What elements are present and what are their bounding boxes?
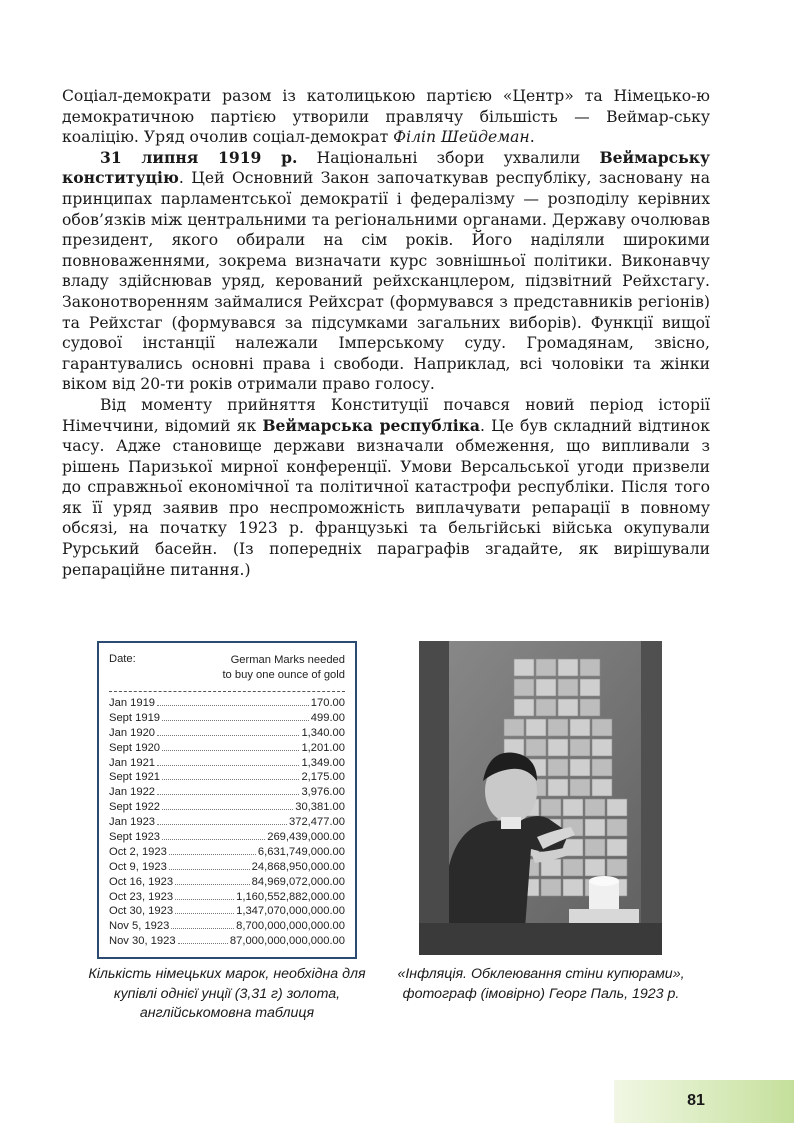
table-divider	[109, 691, 345, 692]
table-rows	[109, 696, 345, 949]
main-text	[62, 86, 710, 580]
banknote	[548, 779, 568, 796]
banknote	[548, 739, 568, 756]
banknote	[526, 719, 546, 736]
table-row	[109, 815, 345, 830]
header-marks-line-2: to buy one ounce of gold	[222, 669, 345, 681]
banknote	[585, 819, 605, 836]
paragraph-3-text-b: . Це був складний відтинок часу. Адже становище держави визначали обмеження, що випливали з рішень Паризької мирної конференції. Умови Версальської угоди призвели до справжньої економічної та політичної катастрофи республіки. Після того як її уряд заявив про неспроможність виплачувати репарації в повному обсязі, на початку 1923 р. французькі та бельгійські війська окупували Рурський басейн. (Із попередніх параграфів згадайте, як вирішували репараційне питання.)	[62, 416, 710, 579]
banknote	[541, 879, 561, 896]
row-leader-dots	[175, 884, 250, 885]
photo-caption: «Інфляція. Обклеювання стіни купюрами», фотограф (імовірно) Георг Паль, 1923 р.	[397, 966, 685, 1002]
row-date: Sept 1920	[109, 741, 161, 754]
banknote	[558, 679, 578, 696]
banknote	[592, 719, 612, 736]
row-value: 372,477.00	[289, 816, 345, 829]
row-leader-dots	[157, 765, 299, 766]
row-value: 269,439,000.00	[267, 831, 345, 844]
row-value: 1,347,070,000,000.00	[236, 905, 345, 918]
banknote	[541, 799, 561, 816]
banknote	[580, 659, 600, 676]
table-row	[109, 934, 345, 949]
row-date: Nov 5, 1923	[109, 920, 170, 933]
table-row	[109, 845, 345, 860]
paragraph-1	[62, 86, 710, 148]
banknote	[570, 779, 590, 796]
table-row	[109, 800, 345, 815]
row-leader-dots	[162, 750, 299, 751]
row-date: Jan 1923	[109, 816, 156, 829]
paragraph-2-text-a: Національні збори ухвалили	[297, 148, 600, 167]
table-caption: Кількість німецьких марок, необхідна для купівлі однієї унції (3,31 г) золота, англійськомовна таблиця	[88, 966, 366, 1022]
inflation-photo	[419, 641, 662, 955]
photo-illustration	[419, 641, 662, 955]
person-name: Філіп Шейдеман	[393, 128, 530, 147]
row-value: 84,969,072,000.00	[251, 875, 345, 888]
page-number: 81	[687, 1092, 705, 1109]
row-leader-dots	[162, 720, 309, 721]
paragraph-1-text: Соціал-демократи разом із католицькою партією «Центр» та Німецько-ю демократичною партією утворили правлячу більшість — Веймар-ську коаліцію. Уряд очолив соціал-демократ	[62, 87, 710, 147]
banknote	[585, 859, 605, 876]
table-row	[109, 830, 345, 845]
row-value: 1,160,552,882,000.00	[236, 890, 345, 903]
row-date: Nov 30, 1923	[109, 935, 176, 948]
row-leader-dots	[157, 735, 299, 736]
row-value: 1,201.00	[301, 741, 345, 754]
banknote	[536, 699, 556, 716]
row-leader-dots	[169, 854, 256, 855]
row-date: Oct 16, 1923	[109, 875, 174, 888]
banknote	[585, 839, 605, 856]
banknote	[514, 679, 534, 696]
constitution-term: Веймарську конституцію	[62, 147, 710, 188]
row-date: Sept 1919	[109, 711, 161, 724]
banknote	[526, 739, 546, 756]
banknote	[504, 719, 524, 736]
banknote	[580, 699, 600, 716]
row-leader-dots	[157, 824, 287, 825]
table-header	[109, 653, 345, 687]
row-date: Jan 1920	[109, 726, 156, 739]
row-date: Oct 2, 1923	[109, 845, 167, 858]
row-date: Sept 1922	[109, 801, 161, 814]
constitution-date: 31 липня 1919 р.	[100, 147, 298, 167]
paragraph-1-end: .	[529, 128, 535, 147]
row-leader-dots	[175, 913, 234, 914]
banknote	[607, 839, 627, 856]
table-row	[109, 919, 345, 934]
banknote	[570, 759, 590, 776]
banknote	[548, 759, 568, 776]
table-row	[109, 875, 345, 890]
row-value: 6,631,749,000.00	[257, 845, 345, 858]
row-value: 30,381.00	[295, 801, 345, 814]
row-leader-dots	[178, 943, 228, 944]
table-row	[109, 726, 345, 741]
banknote	[592, 779, 612, 796]
table-row	[109, 711, 345, 726]
row-leader-dots	[157, 794, 299, 795]
row-leader-dots	[162, 839, 265, 840]
row-value: 1,349.00	[301, 756, 345, 769]
row-leader-dots	[157, 705, 309, 706]
row-value: 3,976.00	[301, 786, 345, 799]
banknote	[563, 799, 583, 816]
row-value: 8,700,000,000,000.00	[236, 920, 345, 933]
table-row	[109, 696, 345, 711]
table-row	[109, 890, 345, 905]
row-value: 2,175.00	[301, 771, 345, 784]
table-row	[109, 741, 345, 756]
banknote	[580, 679, 600, 696]
header-marks-line-1: German Marks needed	[230, 654, 345, 666]
table-row	[109, 785, 345, 800]
row-leader-dots	[162, 809, 293, 810]
row-date: Oct 23, 1923	[109, 890, 174, 903]
republic-term: Веймарська республіка	[262, 415, 480, 435]
banknote	[607, 859, 627, 876]
paragraph-2-text-b: . Цей Основний Закон започаткував республіку, засновану на принципах парламентської демократії і федералізму — розподілу керівних обов’язків між центральними та регіональними органами. Державу очолював президент, якого обирали на сім років. Його наділяли широкими повноваженнями, зокрема визначати курс зовнішньої політики. Виконавчу владу здійснював уряд, керований рейхсканцлером, підзвітний Рейхстагу. Законотворенням займалися Рейхсрат (формувався з представників регіонів) та Рейхстаг (формувався за підсумками загальних виборів). Функції вищої судової інстанції належали Імперському суду. Громадянам, звісно, гарантувались основні права і свободи. Наприклад, всі чоловіки та жінки віком від 20-ти років отримали право голосу.	[62, 169, 710, 394]
table-row	[109, 904, 345, 919]
row-date: Sept 1921	[109, 771, 161, 784]
banknote	[536, 659, 556, 676]
banknote	[607, 799, 627, 816]
header-marks	[222, 653, 345, 683]
row-date: Oct 30, 1923	[109, 905, 174, 918]
row-value: 1,340.00	[301, 726, 345, 739]
row-date: Jan 1919	[109, 697, 156, 709]
row-leader-dots	[162, 779, 299, 780]
banknote	[563, 879, 583, 896]
row-date: Oct 9, 1923	[109, 860, 167, 873]
table-row	[109, 756, 345, 771]
banknote	[563, 859, 583, 876]
banknote	[585, 799, 605, 816]
banknote	[558, 659, 578, 676]
banknote	[558, 699, 578, 716]
row-leader-dots	[171, 928, 234, 929]
banknote	[607, 819, 627, 836]
paragraph-2	[62, 148, 710, 395]
banknote	[570, 719, 590, 736]
gold-price-table	[97, 641, 357, 959]
banknote	[592, 759, 612, 776]
row-leader-dots	[169, 869, 250, 870]
row-date: Jan 1922	[109, 786, 156, 799]
banknote	[514, 699, 534, 716]
row-date: Jan 1921	[109, 756, 156, 769]
paragraph-3-text-a: Від моменту прийняття Конституції почався новий період історії Німеччини, відомий як	[62, 395, 710, 435]
banknote	[514, 659, 534, 676]
row-leader-dots	[175, 899, 234, 900]
paragraph-3	[62, 395, 710, 580]
table-row	[109, 860, 345, 875]
row-value: 170.00	[310, 697, 345, 709]
banknote	[592, 739, 612, 756]
banknote	[548, 719, 568, 736]
row-date: Sept 1923	[109, 831, 161, 844]
table-row	[109, 770, 345, 785]
header-date: Date:	[109, 653, 136, 665]
row-value: 87,000,000,000,000.00	[229, 935, 345, 948]
row-value: 24,868,950,000.00	[251, 860, 345, 873]
banknote	[570, 739, 590, 756]
banknote	[536, 679, 556, 696]
row-value: 499.00	[310, 711, 345, 724]
